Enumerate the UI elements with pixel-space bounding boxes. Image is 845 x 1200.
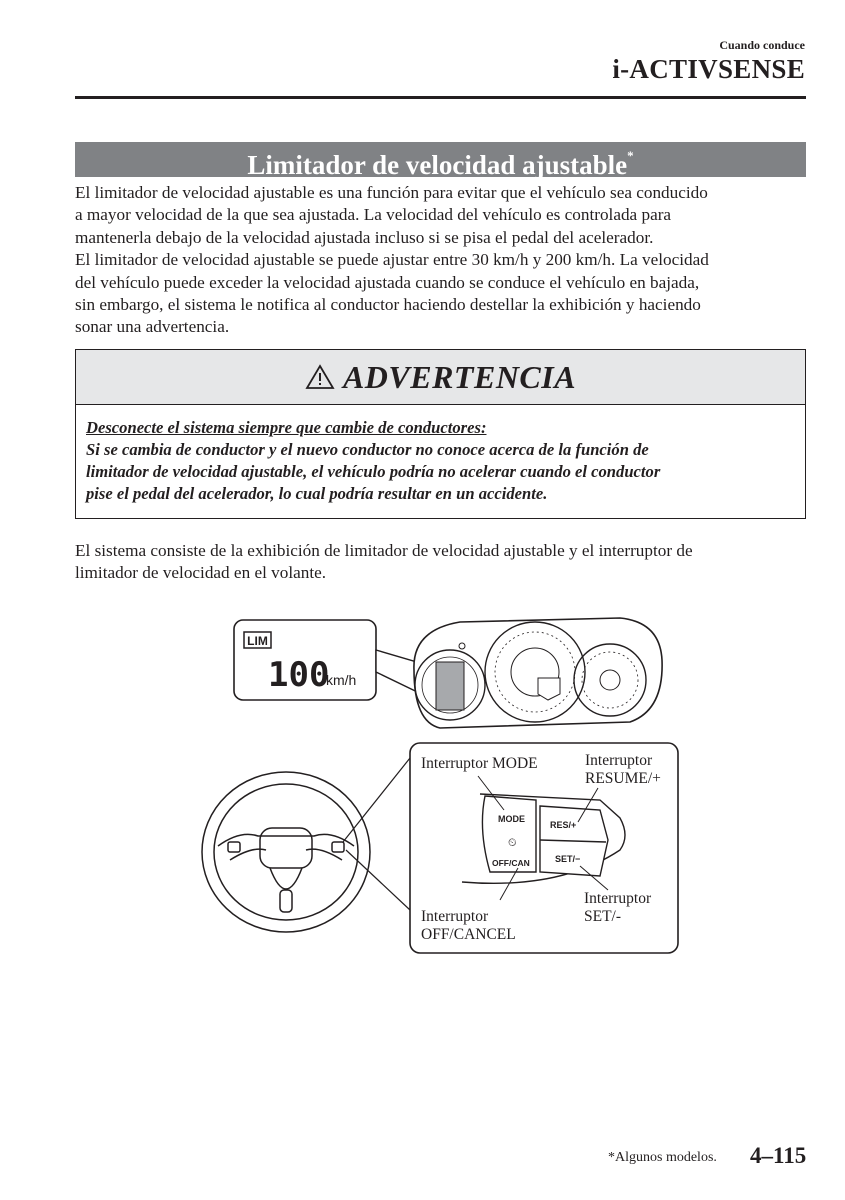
footnote: *Algunos modelos.: [608, 1150, 717, 1165]
warning-box: [75, 349, 806, 519]
label-mode: [421, 755, 538, 773]
resume-button[interactable]: RES/+: [550, 820, 577, 830]
intro-line: a mayor velocidad de la que sea ajustada. La velocidad del vehículo es controlada para: [75, 205, 672, 225]
intro-line: del vehículo puede exceder la velocidad ajustada cuando se conduce el vehículo en bajada,: [75, 272, 700, 292]
label-resume-line: RESUME/+: [585, 770, 661, 787]
warning-line: Si se cambia de conductor y el nuevo conductor no conoce acerca de la función de: [86, 440, 649, 459]
steering-wheel: [202, 772, 370, 932]
label-resume: [585, 752, 661, 788]
header-rule: [75, 96, 806, 99]
section-title-bar: [75, 142, 806, 180]
warning-header: [76, 350, 805, 405]
label-resume-line: Interruptor: [585, 752, 653, 769]
header-subtitle: Cuando conduce: [719, 38, 805, 52]
lim-indicator: LIM: [247, 634, 268, 648]
label-off-cancel-line: Interruptor: [421, 908, 489, 925]
intro-line: El limitador de velocidad ajustable se puede ajustar entre 30 km/h y 200 km/h. La velocidad: [75, 250, 709, 270]
mode-button[interactable]: MODE: [498, 814, 525, 824]
speed-readout: 100: [268, 655, 330, 695]
section-marker: *: [627, 148, 634, 163]
speed-unit: km/h: [326, 672, 357, 688]
warning-line: pise el pedal del acelerador, lo cual podría resultar en un accidente.: [86, 484, 548, 503]
speed-limit-icon: ⏲: [508, 837, 517, 849]
header-title: i-ACTIVSENSE: [612, 54, 805, 84]
label-off-cancel: [421, 908, 516, 944]
label-set-line: SET/-: [584, 908, 622, 925]
warning-line: limitador de velocidad ajustable, el vehículo podría no acelerar cuando el conductor: [86, 462, 661, 481]
label-set: [584, 890, 651, 926]
intro-line: mantenerla debajo de la velocidad ajustada incluso si se pisa el pedal del acelerador.: [75, 227, 654, 247]
label-set-line: Interruptor: [584, 890, 652, 907]
limiter-display-area: [436, 662, 464, 710]
page-number: 4–115: [750, 1143, 807, 1168]
intro-line: sin embargo, el sistema le notifica al conductor haciendo destellar la exhibición y haciendo: [75, 295, 701, 315]
warning-title: ADVERTENCIA: [342, 358, 577, 395]
intro-paragraph: [75, 182, 810, 339]
warning-triangle-icon: [305, 364, 335, 390]
figure: [200, 610, 680, 955]
intro-line: sonar una advertencia.: [75, 317, 230, 337]
intro-line: El limitador de velocidad ajustable es una función para evitar que el vehículo sea conducido: [75, 183, 708, 202]
section-title: Limitador de velocidad ajustable: [247, 150, 628, 180]
off-cancel-button[interactable]: OFF/CAN: [492, 858, 530, 868]
system-paragraph: [75, 540, 810, 585]
label-off-cancel-line: OFF/CANCEL: [421, 926, 516, 943]
system-line: limitador de velocidad en el volante.: [75, 563, 327, 583]
warning-heading: Desconecte el sistema siempre que cambie de conductores:: [86, 418, 487, 437]
set-button[interactable]: SET/−: [555, 854, 581, 864]
system-line: El sistema consiste de la exhibición de limitador de velocidad ajustable y el interruptor de: [75, 541, 693, 560]
warning-body: [76, 405, 805, 505]
label-mode-line: Interruptor MODE: [421, 755, 538, 772]
